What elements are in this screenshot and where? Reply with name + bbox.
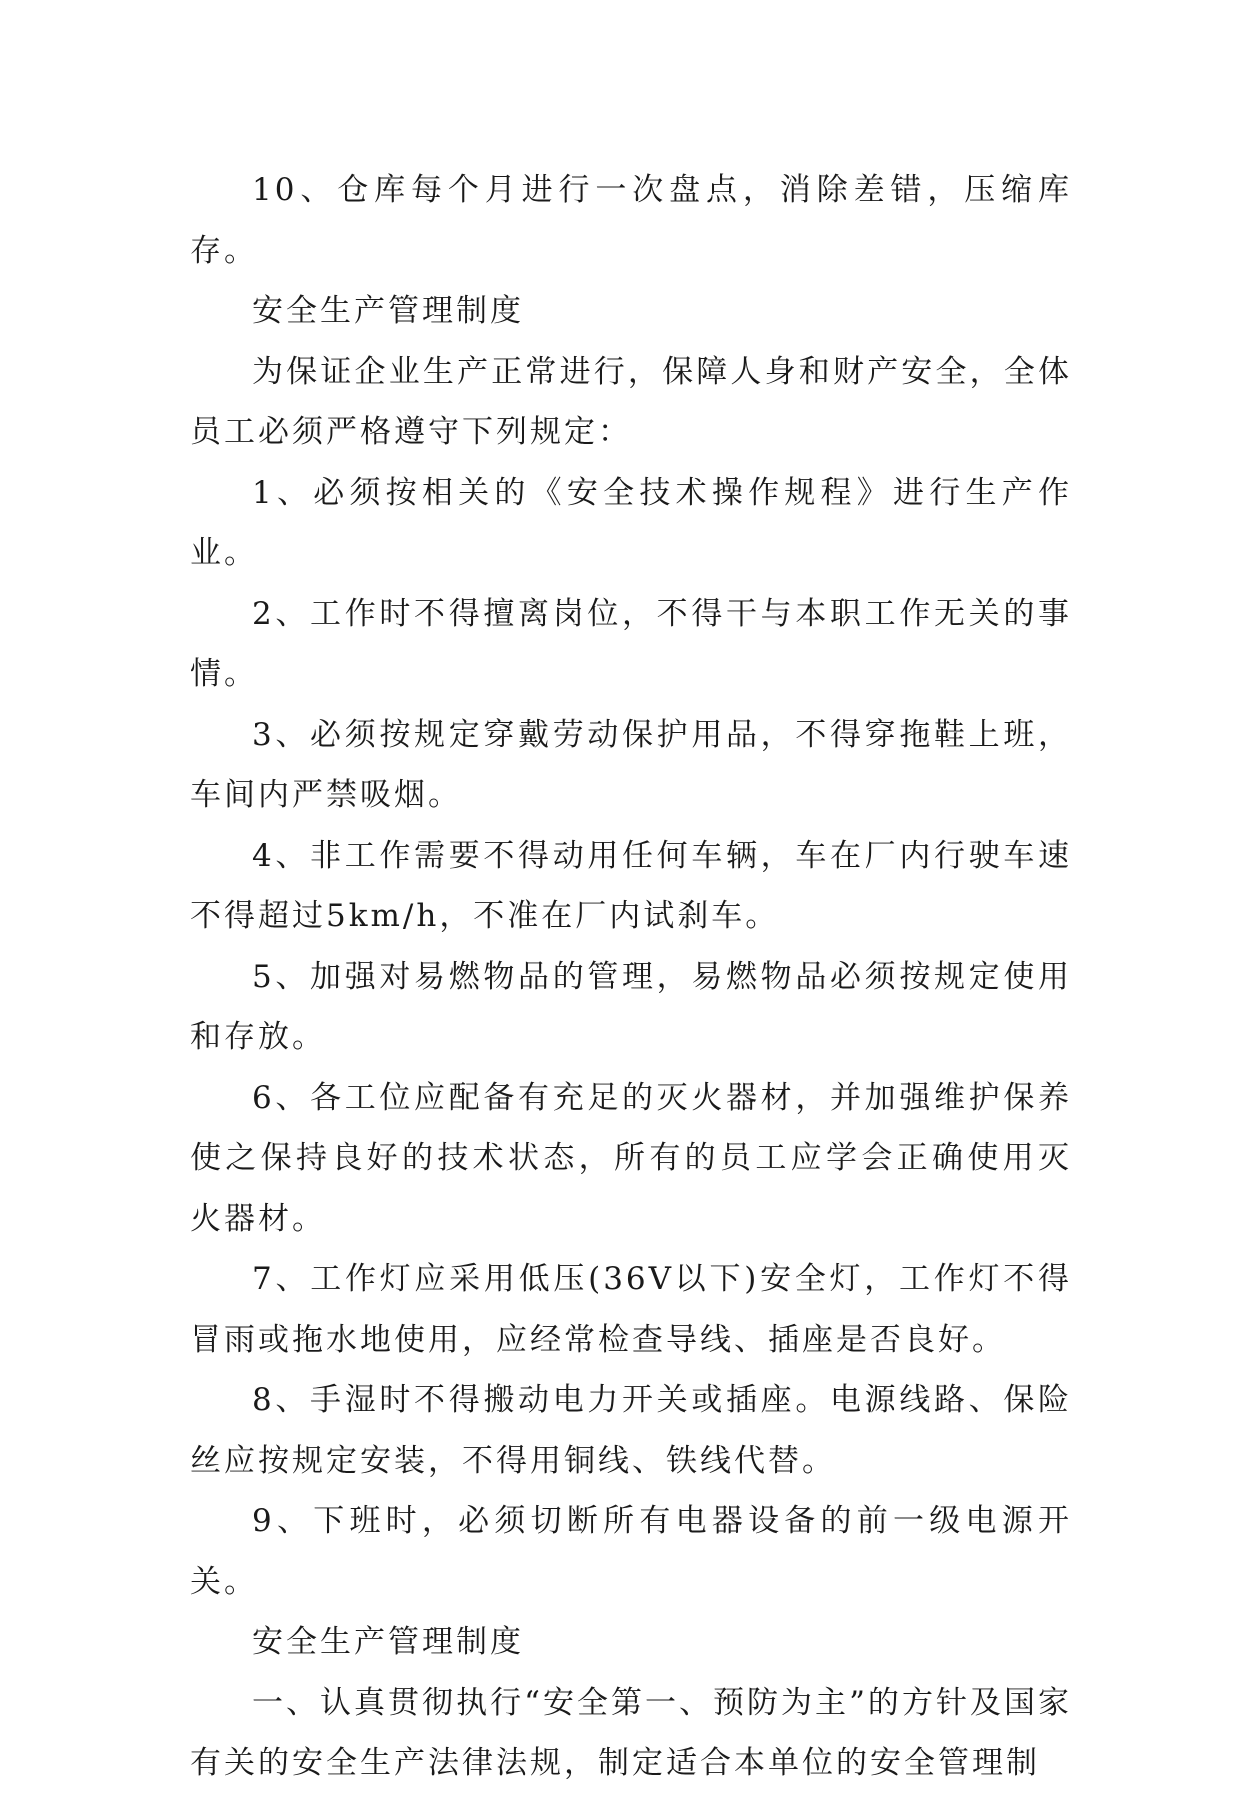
rule-item-2: 2、工作时不得擅离岗位，不得干与本职工作无关的事情。 [190,595,1072,692]
rule-item-1: 1、必须按相关的《安全技术操作规程》进行生产作业。 [190,474,1072,571]
paragraph-policy-1: 一、认真贯彻执行“安全第一、预防为主”的方针及国家有关的安全生产法律法规，制定适合本单位的安全管理制 [190,1684,1072,1781]
section-heading-2: 安全生产管理制度 [252,1624,524,1660]
paragraph-intro: 为保证企业生产正常进行，保障人身和财产安全，全体员工必须严格遵守下列规定： [190,353,1072,450]
rule-item-6: 6、各工位应配备有充足的灭火器材，并加强维护保养使之保持良好的技术状态，所有的员工应学会正确使用灭火器材。 [190,1079,1072,1237]
rule-item-4: 4、非工作需要不得动用任何车辆，车在厂内行驶车速不得超过5km/h，不准在厂内试刹车。 [190,837,1072,934]
section-heading: 安全生产管理制度 [252,293,524,329]
rule-item-9: 9、下班时，必须切断所有电器设备的前一级电源开关。 [190,1503,1072,1600]
rule-item-8: 8、手湿时不得搬动电力开关或插座。电源线路、保险丝应按规定安装，不得用铜线、铁线代替。 [190,1382,1072,1479]
document-body [190,160,1072,1794]
rule-item-3: 3、必须按规定穿戴劳动保护用品，不得穿拖鞋上班，车间内严禁吸烟。 [190,716,1072,813]
rule-item-7: 7、工作灯应采用低压(36V以下)安全灯，工作灯不得冒雨或拖水地使用，应经常检查导线、插座是否良好。 [190,1261,1072,1358]
paragraph-inventory-check: 10、仓库每个月进行一次盘点，消除差错，压缩库存。 [190,172,1072,269]
rule-item-5: 5、加强对易燃物品的管理，易燃物品必须按规定使用和存放。 [190,958,1072,1055]
